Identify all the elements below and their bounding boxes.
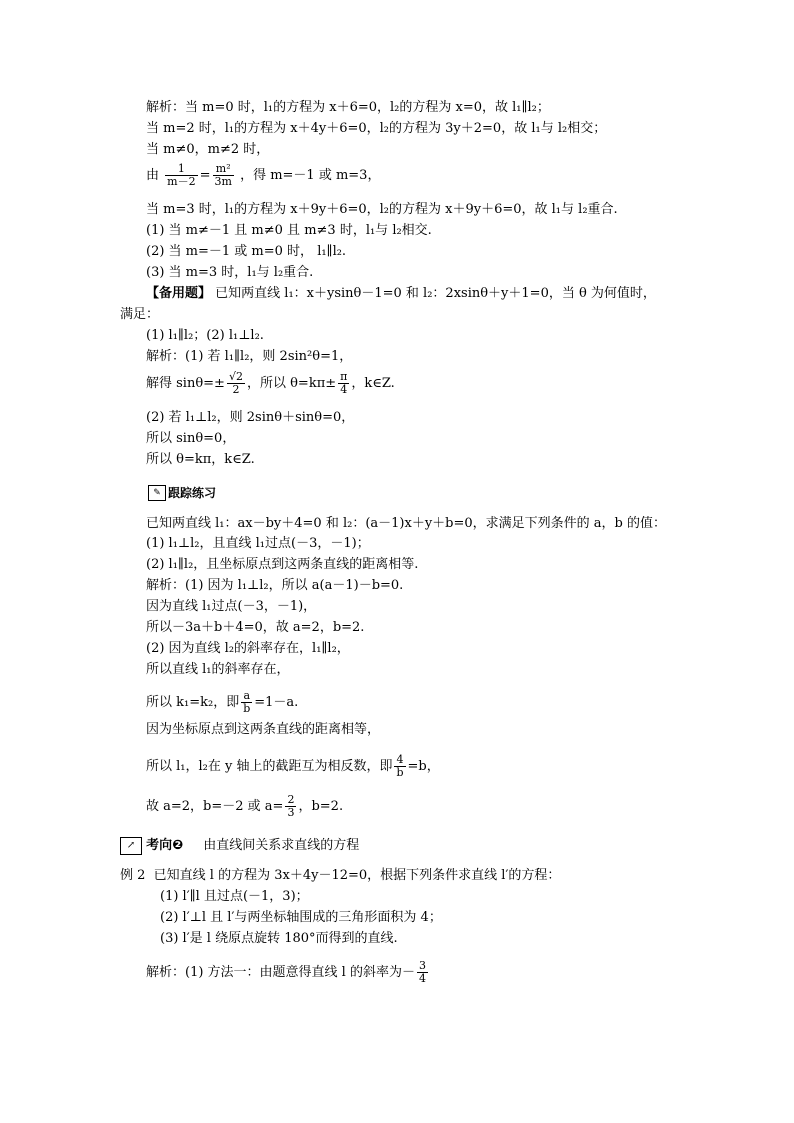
text: 已知两直线 l₁：x＋ysinθ－1=0 和 l₂：2xsinθ＋y＋1=0，当 θ 为何值时， [215,286,656,301]
fraction: $\frac{3}{4}$ [418,959,426,985]
text-line: 当 m=2 时，l₁的方程为 x＋4y＋6=0，l₂的方程为 3y＋2=0，故 l₁与 l₂相交； [146,121,607,136]
label: 【备用题】 [146,286,212,301]
text-line [120,868,560,884]
fraction: $\frac{\pi}{4}$ [340,370,348,396]
text-line [146,286,656,302]
text-line: 满足： [120,307,160,322]
section-tag [148,484,248,502]
text: ，b=2. [298,799,344,814]
text: 已知直线 l 的方程为 3x＋4y－12=0，根据下列条件求直线 l′的方程： [153,868,561,883]
text-line: (2) 当 m=－1 或 m=0 时， l₁∥l₂. [146,244,347,259]
text-line: (3) l′是 l 绕原点旋转 180°而得到的直线. [160,931,398,946]
text: 所以 k₁=k₂，即 [146,695,240,710]
text-line: (1) l₁⊥l₂，且直线 l₁过点(－3，－1)； [146,536,370,551]
fraction: $\frac{4}{b}$ [396,753,404,779]
text-line: 因为直线 l₁过点(－3，－1)， [146,599,317,614]
text-line: 当 m≠0，m≠2 时， [146,142,270,157]
section-heading [120,834,359,855]
text-line: 所以 θ=kπ，k∈Z. [146,452,255,467]
text: 解得 sinθ=± [146,376,225,391]
section-title: 由直线间关系求直线的方程 [203,838,360,853]
text-line: (1) l′∥l 且过点(－1，3)； [160,889,309,904]
text-line: (2) 若 l₁⊥l₂，则 2sinθ＋sinθ=0， [146,410,355,425]
text: =b， [407,759,440,774]
text: =1－a. [254,695,299,710]
fraction: $\frac{\text{m²}}{3m}$ [214,162,232,188]
fraction: $\frac{2}{3}$ [287,793,295,819]
text-line: (1) 当 m≠－1 且 m≠0 且 m≠3 时，l₁与 l₂相交. [146,223,432,238]
text: 故 a=2，b=－2 或 a= [146,799,284,814]
text-line: 解析：(1) 若 l₁∥l₂，则 2sin²θ=1， [146,349,353,364]
text-line [146,754,440,779]
pencil-icon: ✎ [148,485,166,501]
text-line [146,371,395,396]
fraction: $\frac{1}{m-2}$ [167,162,196,188]
text: 由 [146,168,160,183]
label: 例 2 [120,868,146,883]
text-line [146,960,430,985]
text-line: (2) l₁∥l₂，且坐标原点到这两条直线的距离相等. [146,557,419,572]
text-line: 所以－3a＋b＋4=0，故 a=2，b=2. [146,620,365,635]
text-line: 所以 sinθ=0， [146,431,236,446]
trend-icon: ↗ [120,837,142,855]
fraction: $\frac{√2}{2}$ [228,370,243,396]
text: ，得 m=－1 或 m=3， [240,168,381,183]
text-line: (1) l₁∥l₂；(2) l₁⊥l₂. [146,328,264,343]
text: 解析：(1) 方法一：由题意得直线 l 的斜率为－ [146,965,415,980]
text-line [146,794,343,819]
text: ，所以 θ=kπ± [246,376,337,391]
text-line [146,690,298,715]
text-line: (3) 当 m=3 时，l₁与 l₂重合. [146,265,314,280]
text-line [146,163,380,188]
section-title: 跟踪练习 [168,486,217,500]
text: = [199,168,211,183]
text-line: (2) l′⊥l 且 l′与两坐标轴围成的三角形面积为 4； [160,910,442,925]
text-line: (2) 因为直线 l₂的斜率存在，l₁∥l₂， [146,641,350,656]
text-line: 因为坐标原点到这两条直线的距离相等， [146,722,381,737]
section-label: 考向❷ [146,838,184,853]
text-line: 当 m=3 时，l₁的方程为 x＋9y＋6=0，l₂的方程为 x＋9y＋6=0，故 l₁与 l₂重合. [146,202,618,217]
text-line: 所以直线 l₁的斜率存在， [146,662,290,677]
fraction: $\frac{a}{b}$ [243,689,251,715]
text: 所以 l₁，l₂在 y 轴上的截距互为相反数，即 [146,759,393,774]
text-line: 已知两直线 l₁：ax－by＋4=0 和 l₂：(a－1)x＋y＋b=0，求满足下列条件的 a，b 的值： [146,516,666,531]
text-line: 解析：当 m=0 时，l₁的方程为 x＋6=0，l₂的方程为 x=0，故 l₁∥l₂； [146,100,550,115]
text-line: 解析：(1) 因为 l₁⊥l₂，所以 a(a－1)－b=0. [146,578,404,593]
text: ，k∈Z. [351,376,395,391]
